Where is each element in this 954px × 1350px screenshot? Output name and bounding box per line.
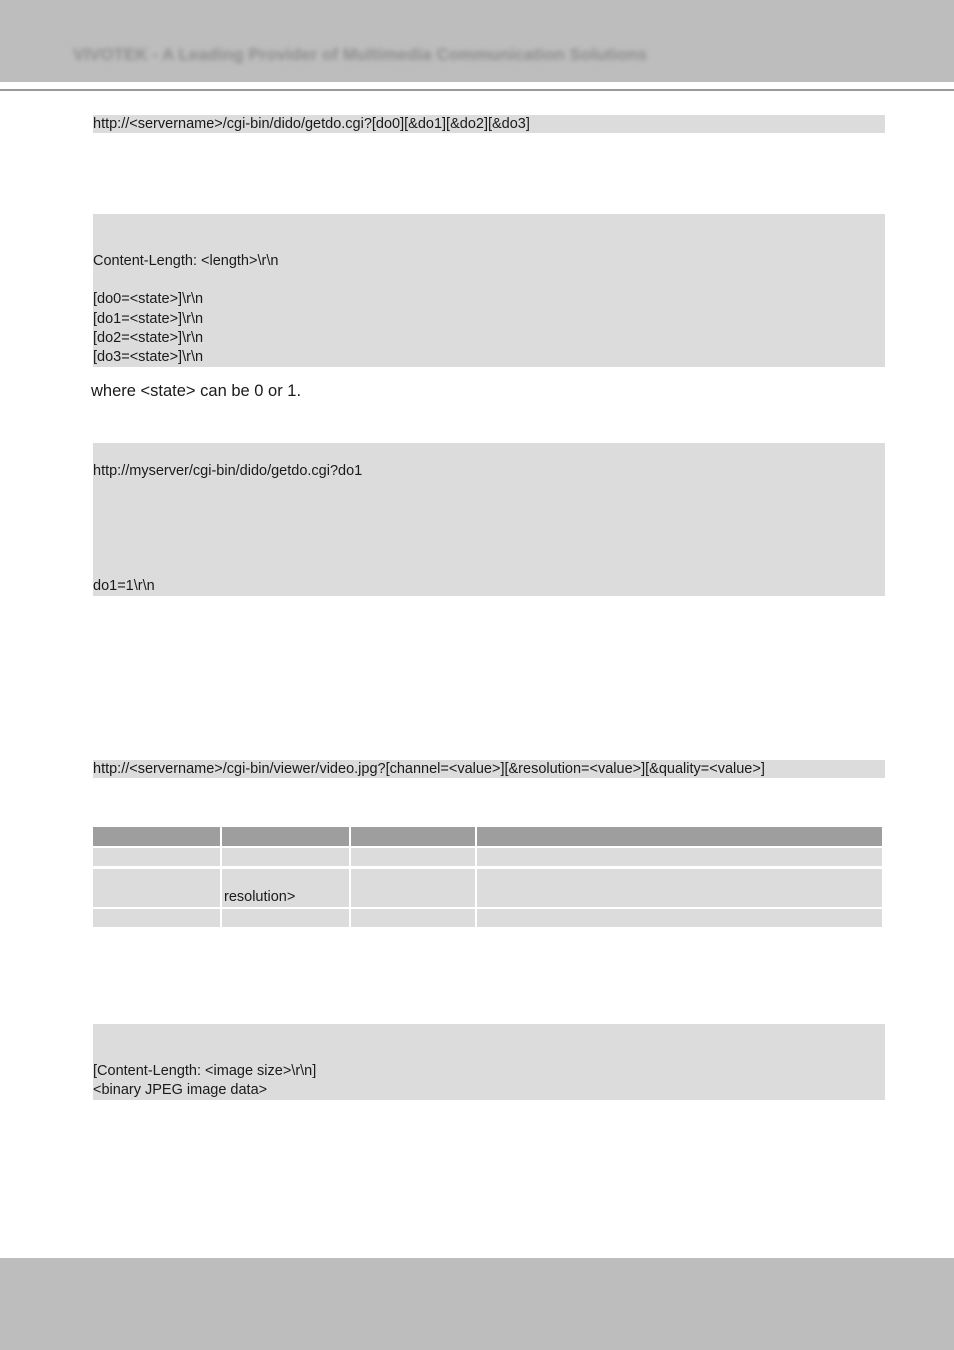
response-line-do3: [do3=<state>]\r\n [93,349,204,365]
example-request-url: http://myserver/cgi-bin/dido/getdo.cgi?do1 [93,463,363,479]
table-cell [93,909,220,927]
table-cell [93,848,220,866]
header-divider [0,89,954,91]
table-cell [351,909,475,927]
video-response-binary-data: <binary JPEG image data> [93,1082,268,1098]
page-header [0,0,954,82]
getdo-example-block [93,443,885,596]
table-cell [477,869,882,907]
table-cell: resolution> [222,869,349,907]
table-row [93,869,882,907]
example-response-line: do1=1\r\n [93,578,155,594]
table-cell [477,848,882,866]
table-cell [222,909,349,927]
table-row [93,909,882,927]
table-cell [351,869,475,907]
video-response-block [93,1024,885,1100]
table-cell [93,869,220,907]
response-line-do0: [do0=<state>]\r\n [93,291,204,307]
video-syntax-block [93,760,885,778]
table-header-cell [222,827,349,846]
table-header-cell [351,827,475,846]
table-header-cell [93,827,220,846]
response-line-do1: [do1=<state>]\r\n [93,310,204,327]
response-line-do2: [do2=<state>]\r\n [93,330,204,346]
getdo-syntax-block [93,115,885,133]
video-response-content-length: [Content-Length: <image size>\r\n] [93,1063,317,1079]
table-header-row [93,827,882,846]
table-cell [477,909,882,927]
table-cell [222,848,349,866]
getdo-syntax-url: http://<servername>/cgi-bin/dido/getdo.cgi?[do0][&do1][&do2][&do3] [93,116,530,132]
table-header-cell [477,827,882,846]
table-row [93,848,882,866]
getdo-response-block [93,214,885,367]
state-note: where <state> can be 0 or 1. [91,382,302,400]
table-cell [351,848,475,866]
page-footer [0,1258,954,1350]
header-title: VIVOTEK - A Leading Provider of Multimedia Communication Solutions [73,45,647,64]
video-syntax-url: http://<servername>/cgi-bin/viewer/video.jpg?[channel=<value>][&resolution=<value>][&quality=<value>] [93,761,765,777]
response-line-content-length: Content-Length: <length>\r\n [93,253,279,269]
